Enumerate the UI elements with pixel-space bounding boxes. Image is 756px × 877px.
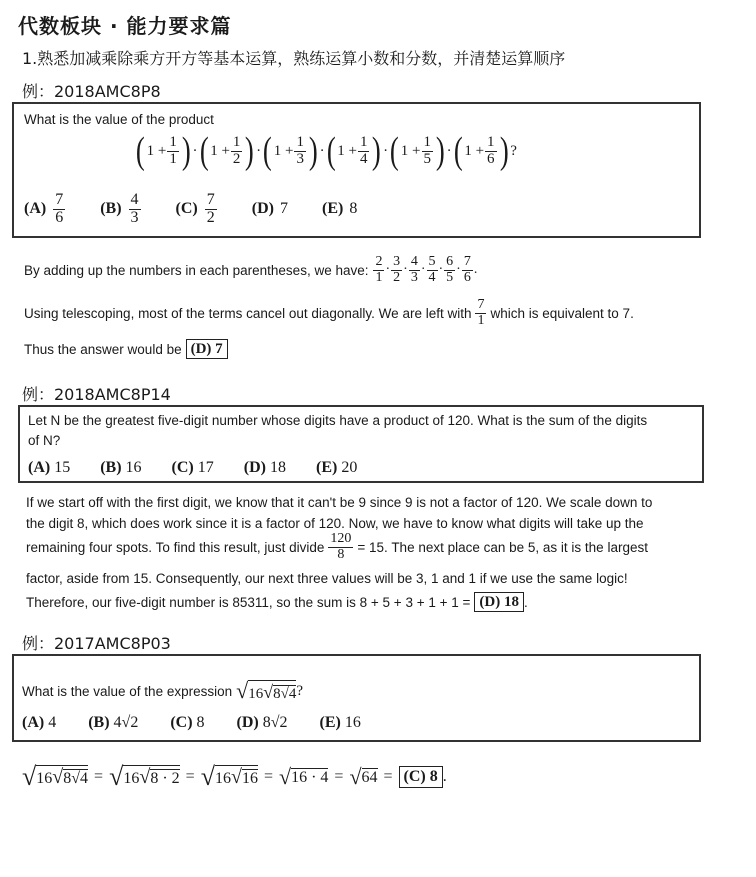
choice-value: 16	[340, 714, 361, 731]
left-paren: (	[135, 130, 145, 172]
term-fraction	[231, 135, 243, 168]
dot-operator: ·	[420, 262, 426, 278]
solution-2-line-1: If we start off with the first digit, we know that it can't be 9 since 9 is not a factor of 120. We scale down to	[26, 495, 653, 510]
choice-tag: (A)	[24, 200, 47, 218]
solution-1-line-3	[24, 339, 228, 359]
right-paren: )	[435, 130, 445, 172]
dot-operator: ·	[192, 142, 198, 159]
frac-num: 7	[477, 297, 485, 312]
term-fraction	[358, 135, 370, 168]
dot-operator: ·	[319, 142, 325, 159]
right-paren: )	[181, 130, 191, 172]
solution-1-frac	[475, 298, 486, 328]
frac-num: 2	[375, 254, 383, 269]
right-paren: )	[308, 130, 318, 172]
solution-2-frac	[328, 532, 353, 562]
choice-value: 16	[121, 459, 142, 476]
choice-tag: (D)	[251, 200, 274, 218]
choice-item	[170, 714, 204, 732]
frac-den: 6	[55, 208, 64, 226]
choice-item	[88, 714, 138, 732]
left-paren: (	[390, 130, 399, 172]
frac-num: 4	[410, 254, 418, 269]
frac-den: 8	[337, 546, 345, 562]
frac-den: 4	[428, 269, 436, 285]
product-term	[134, 132, 193, 170]
problem-3-question	[22, 678, 303, 704]
solution-2-text-3b: = 15. The next place can be 5, as it is the largest	[357, 539, 648, 555]
choice-value: 8	[349, 200, 358, 218]
choice-item	[237, 714, 288, 732]
problem-box-2	[18, 405, 704, 483]
frac-den: 1	[477, 312, 485, 328]
term-fraction	[294, 135, 306, 168]
frac-den: 1	[375, 269, 383, 285]
problem-1-choices	[24, 192, 357, 227]
product-term	[325, 132, 384, 170]
choice-tag: (E)	[321, 200, 344, 218]
frac-den: 2	[393, 269, 401, 285]
choice-item	[176, 192, 218, 227]
frac-num: 1	[423, 133, 431, 150]
frac-num: 1	[487, 133, 495, 150]
solution-1-line-2	[24, 298, 634, 328]
period: .	[473, 262, 478, 278]
choice-item	[24, 192, 66, 227]
problem-3-choices	[22, 714, 361, 732]
solution-fraction	[462, 255, 473, 285]
choice-item	[244, 459, 286, 477]
choice-tag: (E)	[315, 459, 338, 476]
choice-tag: (C)	[171, 459, 194, 476]
solution-2-line-3	[26, 532, 648, 562]
choice-value: 8√2	[258, 714, 288, 731]
choice-tag: (B)	[100, 459, 122, 476]
choice-value: 18	[265, 459, 286, 476]
choice-value: 17	[193, 459, 214, 476]
choice-tag: (D)	[236, 714, 259, 731]
left-paren: (	[262, 130, 272, 172]
choice-item	[172, 459, 214, 477]
frac-den: 2	[232, 150, 241, 167]
choice-item	[100, 459, 141, 477]
right-paren: )	[372, 130, 382, 172]
answer-box-3: (C) 8	[399, 766, 443, 787]
solution-1-fractions	[372, 255, 477, 285]
frac-num: 6	[446, 254, 454, 269]
term-fraction	[485, 135, 497, 168]
product-term	[261, 132, 320, 170]
frac-num: 4	[130, 191, 139, 208]
right-paren: )	[245, 130, 255, 172]
frac-den: 2	[206, 208, 215, 226]
choice-tag: (A)	[28, 459, 51, 476]
dot-operator: ·	[403, 262, 408, 278]
example-label-2: 例：2018AMC8P14	[22, 385, 171, 404]
term-one: 1 +	[400, 142, 421, 159]
solution-1-text-1: By adding up the numbers in each parentheses, we have:	[24, 262, 369, 278]
problem-3-question-text: What is the value of the expression	[22, 683, 233, 699]
problem-box-1	[12, 102, 701, 238]
product-expression	[134, 132, 517, 170]
frac-den: 3	[130, 208, 139, 226]
term-one: 1 +	[273, 142, 294, 159]
solution-fraction	[409, 255, 420, 285]
frac-num: 7	[206, 191, 215, 208]
frac-den: 6	[463, 269, 471, 285]
choice-tag: (A)	[22, 714, 45, 731]
problem-1-question: What is the value of the product	[24, 112, 214, 127]
choice-item	[28, 459, 70, 477]
frac-num: 1	[359, 133, 368, 150]
frac-num: 5	[428, 254, 436, 269]
solution-fraction	[444, 255, 455, 285]
term-one: 1 +	[146, 142, 167, 159]
choice-value: 4√2	[109, 714, 139, 731]
solution-2-tail: .	[523, 594, 528, 610]
choice-value: 8	[192, 714, 205, 731]
problem-2-question-l1: Let N be the greatest five-digit number whose digits have a product of 120. What is the sum of the digits	[28, 413, 648, 428]
frac-den: 5	[423, 150, 431, 167]
choice-item	[22, 714, 56, 732]
solution-1-text-2b: which is equivalent to 7.	[490, 305, 634, 321]
choice-value: 7	[279, 200, 288, 218]
choice-fraction	[53, 192, 65, 227]
choice-item	[320, 714, 361, 732]
solution-fraction	[427, 255, 438, 285]
frac-den: 3	[410, 269, 418, 285]
choice-value: 20	[337, 459, 358, 476]
requirement-text: 1.熟悉加减乘除乘方开方等基本运算，熟练运算小数和分数，并清楚运算顺序	[22, 49, 566, 68]
choice-tag: (C)	[170, 714, 193, 731]
example-label-1: 例：2018AMC8P8	[22, 82, 161, 101]
solution-2-line-2: the digit 8, which does work since it is a factor of 120. Now, we have to know what digits will take up the	[26, 516, 644, 531]
problem-2-choices	[28, 459, 357, 477]
choice-tag: (C)	[175, 200, 198, 218]
example-label-3: 例：2017AMC8P03	[22, 634, 171, 653]
frac-den: 5	[446, 269, 454, 285]
solution-2-text-3a: remaining four spots. To find this result, just divide	[26, 539, 325, 555]
product-term	[452, 132, 511, 170]
problem-box-3	[12, 654, 701, 742]
choice-tag: (E)	[319, 714, 341, 731]
left-paren: (	[326, 130, 336, 172]
answer-box-2: (D) 18	[474, 592, 524, 612]
problem-2-question-l2: of N?	[28, 433, 61, 448]
term-fraction	[422, 135, 434, 168]
solution-fraction	[391, 255, 402, 285]
product-term	[198, 132, 257, 170]
product-term	[388, 132, 447, 170]
frac-num: 3	[393, 254, 401, 269]
solution-1-text-2a: Using telescoping, most of the terms cancel out diagonally. We are left with	[24, 305, 472, 321]
right-paren: )	[499, 130, 509, 172]
solution-fraction	[373, 255, 384, 285]
choice-tag: (B)	[88, 714, 110, 731]
term-one: 1 +	[337, 142, 357, 159]
solution-2-line-4: factor, aside from 15. Consequently, our next three values will be 3, 1 and 1 if we use the same logic!	[26, 571, 628, 586]
dot-operator: ·	[383, 142, 389, 159]
frac-num: 7	[463, 254, 471, 269]
solution-1-line-1	[24, 255, 477, 285]
choice-item	[252, 200, 288, 218]
solution-1-text-3: Thus the answer would be	[24, 341, 182, 357]
frac-num: 120	[330, 531, 352, 546]
frac-den: 4	[359, 150, 368, 167]
choice-fraction	[129, 192, 141, 227]
choice-item	[322, 200, 357, 218]
term-one: 1 +	[464, 142, 485, 159]
answer-box-1: (D) 7	[186, 339, 228, 359]
dot-operator: ·	[385, 262, 391, 278]
choice-tag: (D)	[243, 459, 266, 476]
nested-radical-expression: √ 16√8√4 ?	[236, 678, 303, 703]
dot-operator: ·	[256, 142, 262, 159]
left-paren: (	[453, 130, 463, 172]
solution-2-text-5: Therefore, our five-digit number is 85311, so the sum is 8 + 5 + 3 + 1 + 1 =	[26, 594, 471, 610]
frac-num: 7	[55, 191, 64, 208]
dot-operator: ·	[456, 262, 461, 278]
term-fraction	[167, 135, 179, 168]
choice-value: 4	[44, 714, 57, 731]
choice-item	[316, 459, 357, 477]
choice-tag: (B)	[100, 200, 122, 218]
dot-operator: ·	[446, 142, 452, 159]
frac-den: 6	[487, 150, 495, 167]
left-paren: (	[199, 130, 209, 172]
question-mark: ?	[510, 142, 517, 159]
frac-den: 3	[296, 150, 304, 167]
solution-3-equation: √ 16√8√4 = √ 16√8 · 2 = √ 16√16 = √ 16 · 4 = √ 64 = (C) 8 .	[22, 762, 447, 791]
page-title: 代数板块 · 能力要求篇	[18, 14, 232, 38]
frac-num: 1	[232, 133, 241, 150]
dot-operator: ·	[438, 262, 444, 278]
solution-2-line-5	[26, 592, 528, 612]
choice-value: 15	[50, 459, 71, 476]
frac-num: 1	[296, 133, 304, 150]
choice-fraction	[205, 192, 217, 227]
term-one: 1 +	[210, 142, 230, 159]
frac-num: 1	[169, 133, 177, 150]
frac-den: 1	[169, 150, 177, 167]
choice-item	[100, 192, 141, 227]
